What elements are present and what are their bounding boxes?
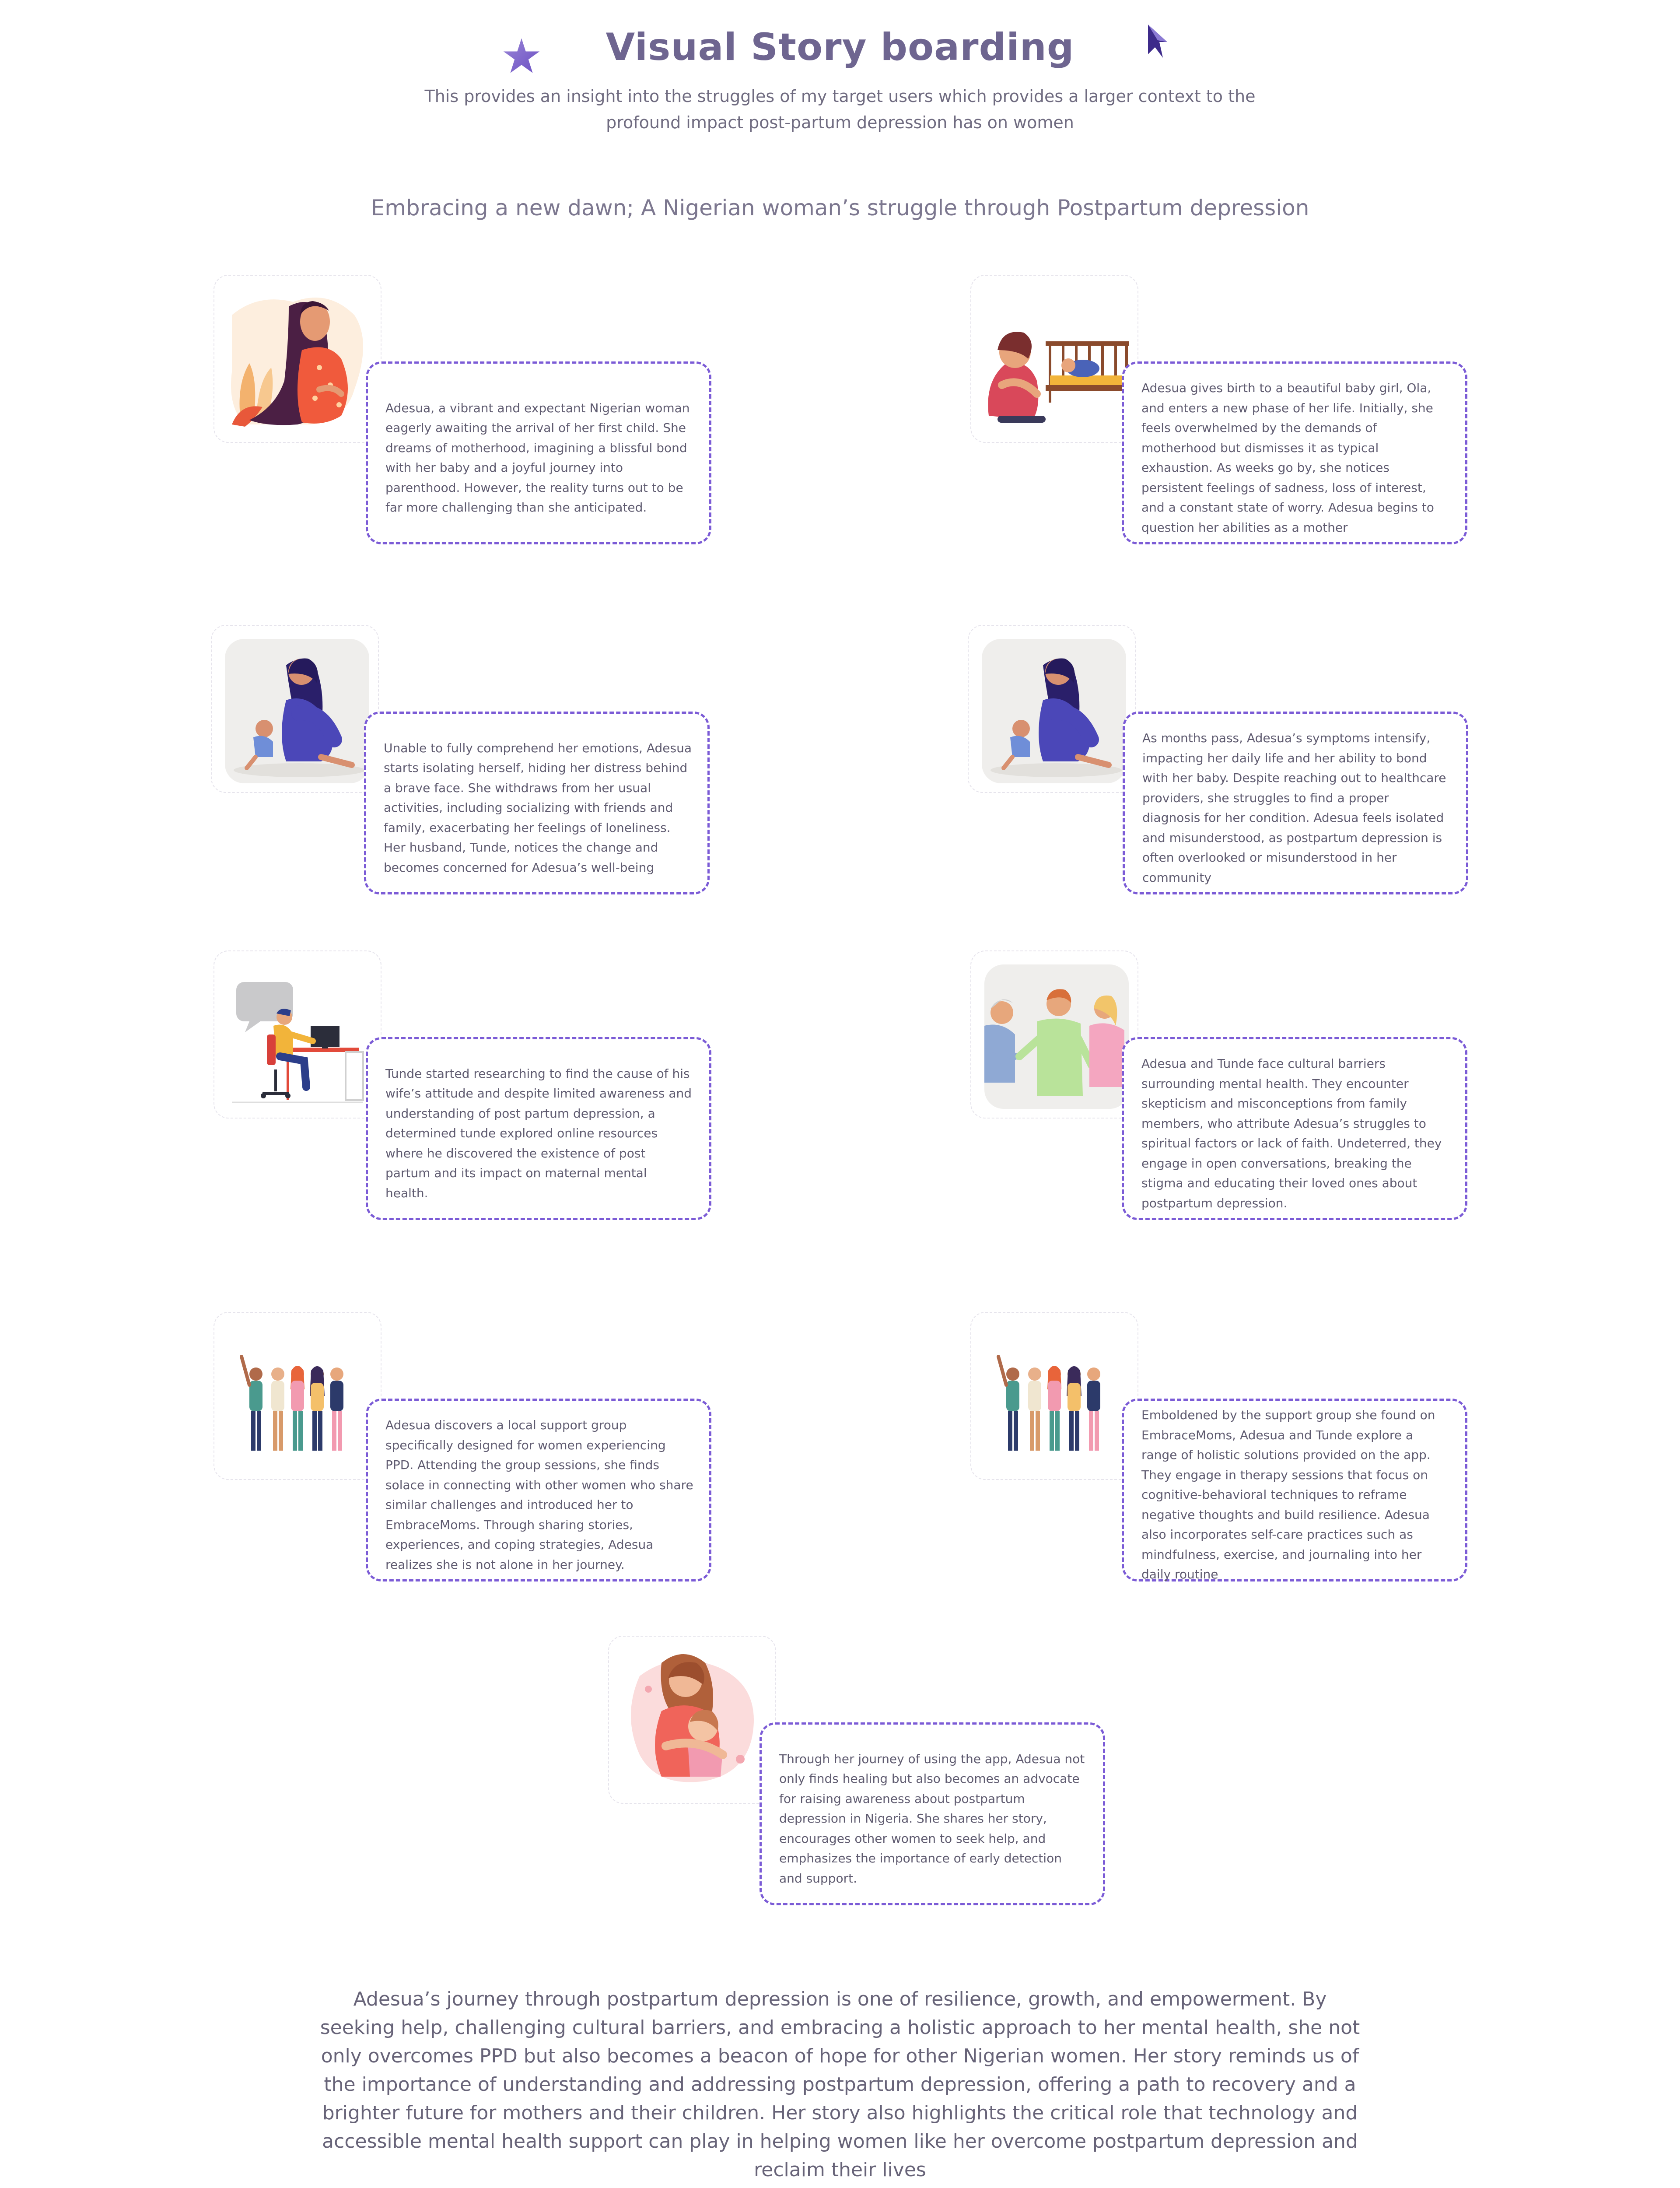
story-title: Embracing a new dawn; A Nigerian woman’s struggle through Postpartum depression xyxy=(371,195,1309,221)
story-card-8 xyxy=(1122,1399,1467,1581)
illustration-man-researching-at-desk xyxy=(214,950,382,1119)
story-card-4 xyxy=(1123,712,1468,894)
page-title: Visual Story boarding xyxy=(606,25,1074,69)
story-card-1 xyxy=(366,361,711,544)
story-card-text: Unable to fully comprehend her emotions, Adesua starts isolating herself, hiding her distress behind a brave face. She withdraws from her usual activities, including socializing with friends and family, exacerbating her feelings of loneliness. Her husband, Tunde, notices the change and becomes concerned for Adesua’s well-being xyxy=(384,740,692,875)
story-card-2 xyxy=(1122,361,1467,544)
story-card-7 xyxy=(366,1399,711,1581)
illustration-support-group-women xyxy=(214,1312,382,1480)
illustration-sad-mother-with-baby xyxy=(968,625,1136,793)
illustration-mother-by-crib xyxy=(970,275,1138,443)
illustration-pregnant-woman xyxy=(214,275,382,443)
story-card-9 xyxy=(760,1722,1105,1905)
story-card-text: Adesua, a vibrant and expectant Nigerian woman eagerly awaiting the arrival of her first child. She dreams of motherhood, imagining a blissful bond with her baby and a joyful journey into parenthood. However, the reality turns out to be far more challenging than she anticipated. xyxy=(385,400,690,515)
story-card-3 xyxy=(364,712,710,894)
story-card-text: Through her journey of using the app, Adesua not only finds healing but also becomes an advocate for raising awareness about postpartum depression in Nigeria. She shares her story, encourages other women to seek help, and emphasizes the importance of early detection and support. xyxy=(779,1751,1085,1886)
story-card-text: Adesua and Tunde face cultural barriers surrounding mental health. They encounter skepticism and misconceptions from family members, who attribute Adesua’s struggles to spiritual factors or lack of faith. Undeterred, they engage in open conversations, breaking the stigma and educating their loved ones about postpartum depression. xyxy=(1141,1056,1442,1210)
illustration-support-group-women xyxy=(970,1312,1138,1480)
illustration-sad-mother-with-baby xyxy=(211,625,379,793)
story-card-text: Adesua discovers a local support group specifically designed for women experiencing PPD. Attending the group sessions, she finds solace in connecting with other women who share similar challenges and introduced her to EmbraceMoms. Through sharing stories, experiences, and coping strategies, Adesua realizes she is not alone in her journey. xyxy=(385,1418,693,1572)
story-card-6 xyxy=(1122,1037,1467,1220)
story-card-text: Adesua gives birth to a beautiful baby girl, Ola, and enters a new phase of her life. Initially, she feels overwhelmed by the demands of motherhood but dismisses it as typical exhaustion. As weeks go by, she notices persistent feelings of sadness, loss of interest, and a constant state of worry. Adesua begins to question her abilities as a mother xyxy=(1141,381,1434,535)
conclusion-paragraph: Adesua’s journey through postpartum depression is one of resilience, growth, and empowerment. By seeking help, challenging cultural barriers, and embracing a holistic approach to her mental health, she not only overcomes PPD but also becomes a beacon of hope for other Nigerian women. Her story reminds us of the importance of understanding and addressing postpartum depression, offering a path to recovery and a brighter future for mothers and their children. Her story also highlights the critical role that technology and accessible mental health support can play in helping women like her overcome postpartum depression and reclaim their lives xyxy=(320,1988,1360,2181)
page-subtitle: This provides an insight into the struggles of my target users which provides a larger context to the profound impact post-partum depression has on women xyxy=(424,87,1256,132)
illustration-mother-hugging-child xyxy=(608,1636,776,1804)
story-card-5 xyxy=(366,1037,711,1220)
story-card-text: Tunde started researching to find the cause of his wife’s attitude and despite limited awareness and understanding of post partum depression, a determined tunde explored online resources where he discovered the existence of post partum and its impact on maternal mental health. xyxy=(385,1066,692,1200)
story-card-text: Emboldened by the support group she found on EmbraceMoms, Adesua and Tunde explore a range of holistic solutions provided on the app. They engage in therapy sessions that focus on cognitive-behavioral techniques to reframe negative thoughts and build resilience. Adesua also incorporates self-care practices such as mindfulness, exercise, and journaling into her daily routine xyxy=(1141,1408,1435,1582)
illustration-family-discussion xyxy=(970,950,1138,1119)
story-card-text: As months pass, Adesua’s symptoms intensify, impacting her daily life and her ability to bond with her baby. Despite reaching out to healthcare providers, she struggles to find a proper diagnosis for her condition. Adesua feels isolated and misunderstood, as postpartum depression is often overlooked or misunderstood in her community xyxy=(1142,731,1446,885)
